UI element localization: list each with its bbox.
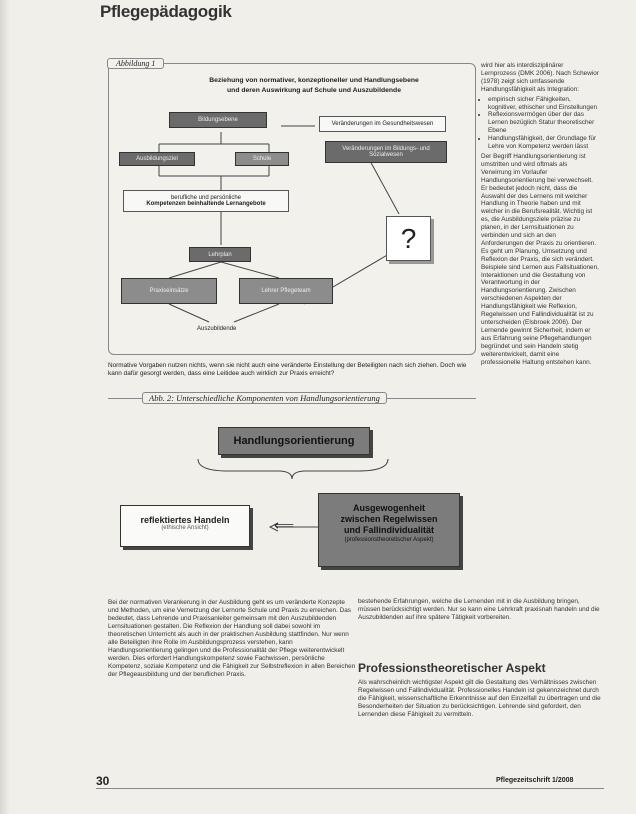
box-small: Lehrplan [189,247,251,262]
box-wide-line1: berufliche und persönliche [170,195,242,201]
balance-line3: und Fallindividualität [344,525,434,535]
figure-1-tag: Abbildung 1 [107,58,164,69]
body-right-2: Als wahrscheinlich wichtigster Aspekt gilt die Gestaltung des Verhältnisses zwischen Regelwissen und Fallindividualität. Professionelles Handeln ist gekennzeichnet durch die Fähigkeit, wissenschaftliche Erkenntnisse auf den Einzelfall zu übertragen und die Besonderheiten der Situation zu berücksichtigen. Lehrende sind gefordert, den Lernenden diese Fähigkeit zu vermitteln. [358,679,601,718]
box-center: Schule [235,152,289,166]
box-top-right: Veränderungen im Gesundheitswesen [319,116,446,132]
box-bottom-left: Praxiseinsätze [121,278,217,304]
journal-footer: Pflegezeitschrift 1/2008 [496,777,574,784]
arrow-left-icon: ⟸ [274,517,295,533]
box-bottom-right: Lehrer Pflegeteam [239,278,333,304]
right-p1: wird hier als interdisziplinärer Lernprozess (DMK 2006). Nach Schewior (1978) zeigt sich umfassende Handlungsfähigkeit als Integration: [481,62,599,93]
right-bullets [481,96,599,151]
box-left: Ausbildungsziel [119,152,195,166]
right-column [481,62,599,368]
figure-1-caption: Normative Vorgaben nutzen nichts, wenn sie nicht auch eine veränderte Einstellung der Beteiligten nach sich ziehen. Doch wie kann dafür gesorgt werden, dass eine Leitidee auch wirklich zur Praxis erreicht? [108,362,467,377]
reflective-sub: (ethische Ansicht) [161,525,209,531]
body-right: bestehende Erfahrungen, welche die Lernenden mit in die Ausbildung bringen, müssen berücksichtigt werden. Nur so kann eine Lehrkraft praxisnah handeln und die Auszubildenden auf ihre spätere Tätigkeit vorbereiten. [358,598,600,621]
bullet-3: • Handlungsfähigkeit, der Grundlage für Lehre von Kompetenz werden lässt [488,135,599,151]
box-wide [123,190,289,212]
right-p2: Der Begriff Handlungsorientierung ist umstritten und wird oftmals als Verwirrung im Vorlaufer Handlungsorientierung bei verwechselt. Er bedeutet jedoch nicht, dass die Auswahl der des Lernens mit welcher Handlung in Theorie haben und mit welcher in die Berufsrealität. Wichtig ist es, die Ausbildungsziele präzise zu planen, in der Lernsituationen zu verbinden und sich an den Anforderungen der Praxis zu orientieren. Es geht um Planung, Umsetzung und Reflexion der Praxis, die sich verändert. Beispiele sind Lernen aus Fallsituationen, Interaktionen und die Gestaltung von Verantwortung in der Handlungsorientierung. Zwischen verschiedenen Aspekten der Handlungsfähigkeit wie Reflexion, Regelwissen und Fallindividualität ist zu unterscheiden (Elsbroek 2006). Der Lernende gewinnt Sicherheit, indem er aus Erfahrung seine Pflegehandlungen begründet und sein Handeln stetig weiterentwickelt, damit eine professionelle Haltung entstehen kann. [481,152,599,366]
section-header: Pflegepädagogik [100,2,232,21]
figure-1 [108,59,476,355]
bullet-1: • empirisch sicher Fähigkeiten, kognitiver, ethischer und Einstellungen [488,96,599,112]
figure-2-tag: Abb. 2: Unterschiedliche Komponenten von Handlungsorientierung [142,392,387,404]
footer-rule [96,788,604,789]
box-mid-right: Veränderungen im Bildungs- und Sozialwesen [325,141,447,163]
section-heading: Professionstheoretischer Aspekt [358,661,546,675]
balance-line1: Ausgewogenheit [352,503,425,513]
box-wide-line2: Kompetenzen beinhaltende Lernangebote [146,201,266,207]
question-box: ? [386,216,431,261]
label-bottom: Auszubildende [197,326,237,332]
figure-1-title-line2: und deren Auswirkung auf Schule und Auszubildende [227,87,401,94]
bullet-2: • Reflexionsvermögen über der das Lernen bezüglich Statur theoretischer Ebene [488,111,599,135]
reflective-box [120,505,250,547]
page-number: 30 [96,774,110,788]
balance-line2: zwischen Regelwissen [340,514,438,524]
reflective-title: reflektiertes Handeln [140,515,230,525]
figure-2 [108,393,476,592]
balance-box [318,493,460,567]
figure-1-title-line1: Beziehung von normativer, konzeptioneller und Handlungsebene [209,77,419,84]
orientation-box: Handlungsorientierung [218,427,370,455]
box-top-left: Bildungsebene [169,112,267,128]
body-left: Bei der normativen Verankerung in der Ausbildung geht es um veränderte Konzepte und Methoden, um eine Vernetzung der Lernorte Schule und Praxis zu erreichen. Das bedeutet, dass Lehrende und Praxisanleiter gemeinsam mit den Auszubildenden Lernsituationen gestalten. Die Reflexion der Handlung soll dabei sowohl im theoretischen Unterricht als auch in der praktischen Ausbildung stattfinden. Nur wenn alle Beteiligten ihre Rolle im Ausbildungsprozess verstehen, kann Handlungsorientierung gelingen und die Professionalität der Pflege weiterentwickelt werden. Dies erfordert Handlungskompetenz sowie Fachwissen, persönliche Kompetenz, soziale Kompetenz und die Fähigkeit zur Selbstreflexion in allen Bereichen der Pflegeausbildung und der beruflichen Praxis. [108,599,356,678]
balance-sub: (professionstheoretischer Aspekt) [344,537,434,543]
